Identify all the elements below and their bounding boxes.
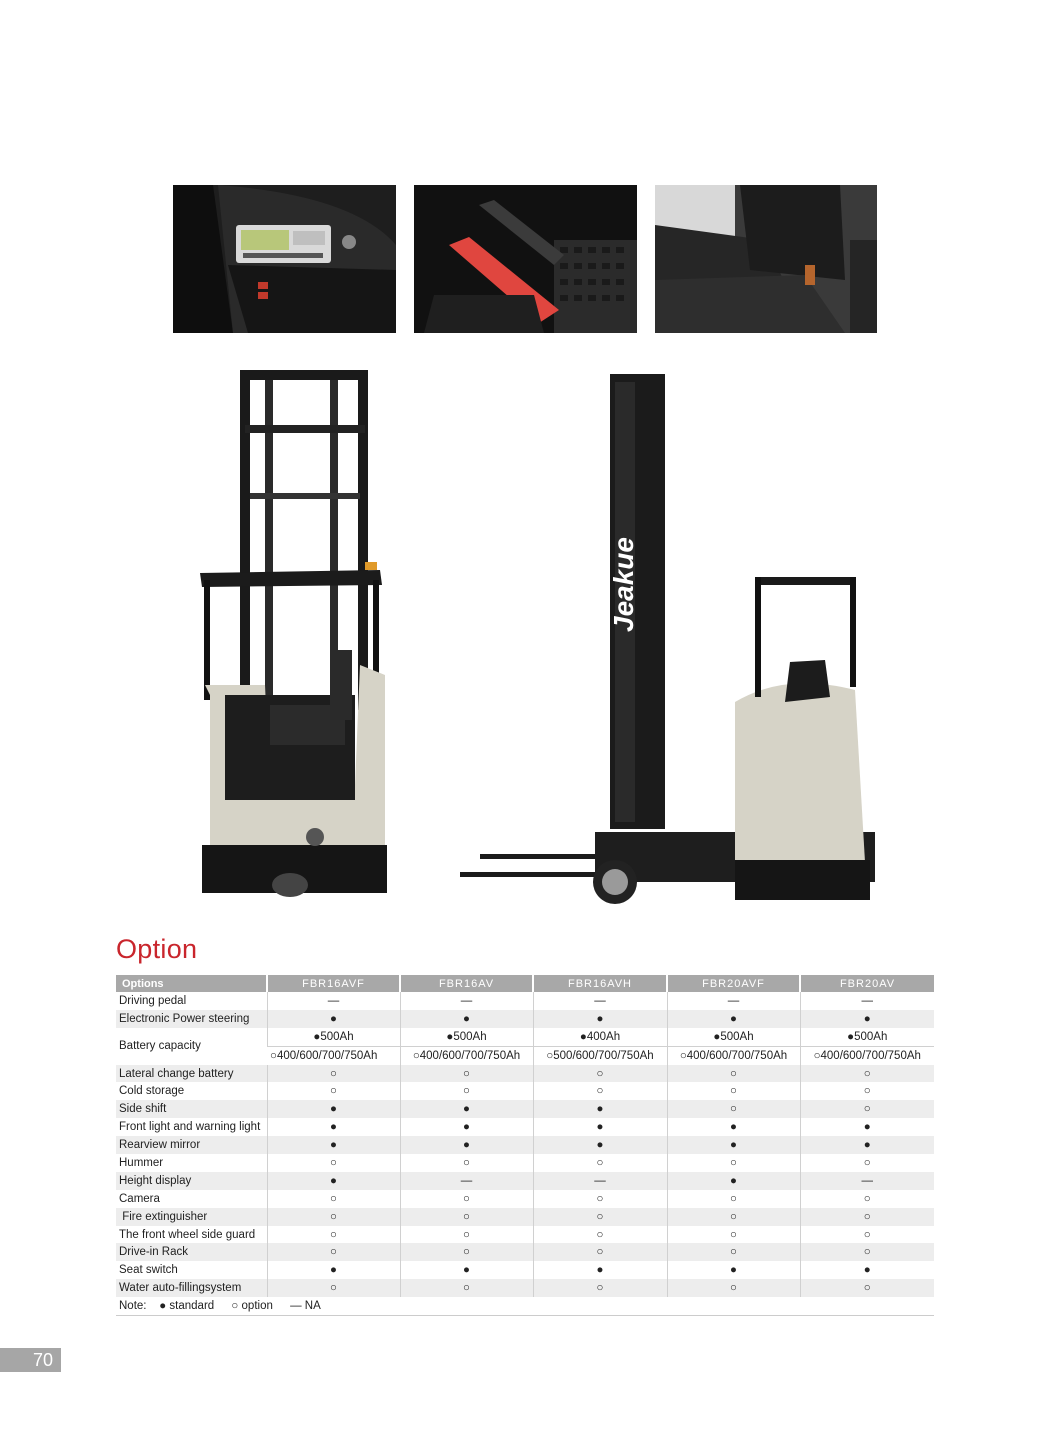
option-value: ○ xyxy=(667,1100,800,1118)
option-value: ○ xyxy=(533,1226,667,1244)
option-value: ○ xyxy=(800,1279,934,1297)
table-row xyxy=(116,1118,934,1136)
reach-truck-front-photo xyxy=(190,365,405,905)
option-value: ● xyxy=(267,1100,400,1118)
option-value: ○ xyxy=(533,1154,667,1172)
option-label: Height display xyxy=(116,1172,267,1190)
page-number xyxy=(0,1348,61,1372)
option-value: ○ xyxy=(800,1243,934,1261)
option-value: ○ xyxy=(400,1226,533,1244)
option-value: ● xyxy=(267,1261,400,1279)
table-row xyxy=(116,1261,934,1279)
table-row xyxy=(116,1136,934,1154)
header-model: FBR16AVF xyxy=(267,975,400,992)
option-value: ○ xyxy=(400,1082,533,1100)
header-options: Options xyxy=(116,975,267,992)
option-value: ○ xyxy=(533,1208,667,1226)
option-value: — xyxy=(533,992,667,1010)
table-row xyxy=(116,1172,934,1190)
table-row xyxy=(116,1279,934,1297)
option-value: ○ xyxy=(800,1082,934,1100)
option-value: ○ xyxy=(267,1226,400,1244)
battery-optional-value: ○400/600/700/750Ah xyxy=(800,1046,934,1064)
table-row xyxy=(116,1190,934,1208)
option-value: ● xyxy=(267,1136,400,1154)
note-label: Note: xyxy=(119,1300,147,1313)
option-value: ● xyxy=(533,1010,667,1028)
option-value: ○ xyxy=(267,1243,400,1261)
option-value: ○ xyxy=(800,1208,934,1226)
option-value: ○ xyxy=(667,1190,800,1208)
note-na: — NA xyxy=(290,1300,321,1313)
pedal-photo xyxy=(414,185,637,333)
option-value: ○ xyxy=(667,1208,800,1226)
option-value: ● xyxy=(400,1136,533,1154)
option-value: ● xyxy=(533,1100,667,1118)
battery-standard-row xyxy=(116,1028,934,1046)
table-row xyxy=(116,1226,934,1244)
battery-standard-value: ●500Ah xyxy=(800,1028,934,1046)
option-value: ○ xyxy=(267,1190,400,1208)
option-value: ○ xyxy=(667,1226,800,1244)
option-value: ○ xyxy=(267,1154,400,1172)
option-value: ○ xyxy=(400,1279,533,1297)
header-model: FBR16AVH xyxy=(533,975,667,992)
table-row xyxy=(116,1065,934,1083)
option-value: ● xyxy=(400,1118,533,1136)
truck-brand-logo: Jeakue xyxy=(608,537,639,632)
option-value: ○ xyxy=(667,1082,800,1100)
option-value: ● xyxy=(400,1261,533,1279)
option-value: ● xyxy=(667,1136,800,1154)
battery-standard-value: ●400Ah xyxy=(533,1028,667,1046)
option-label: Battery capacity xyxy=(119,1040,201,1053)
option-value: ○ xyxy=(800,1100,934,1118)
option-value: ● xyxy=(267,1010,400,1028)
option-value: — xyxy=(800,992,934,1010)
option-label: The front wheel side guard xyxy=(119,1228,256,1241)
table-row xyxy=(116,1243,934,1261)
table-note-row xyxy=(116,1297,934,1315)
option-value: ○ xyxy=(400,1154,533,1172)
option-value: ○ xyxy=(400,1208,533,1226)
option-value: ● xyxy=(667,1010,800,1028)
option-value: ● xyxy=(667,1172,800,1190)
option-value: ● xyxy=(800,1010,934,1028)
option-label: Driving pedal xyxy=(119,994,187,1007)
table-row xyxy=(116,1082,934,1100)
header-model: FBR16AV xyxy=(400,975,533,992)
option-label: Water auto-fillingsystem xyxy=(116,1279,267,1297)
option-value: ● xyxy=(667,1261,800,1279)
option-label: Cold storage xyxy=(119,1085,185,1098)
option-label: Rearview mirror xyxy=(116,1136,267,1154)
option-value: — xyxy=(800,1172,934,1190)
option-value: ○ xyxy=(533,1243,667,1261)
option-value: ○ xyxy=(400,1190,533,1208)
note-option: ○ option xyxy=(231,1300,273,1313)
battery-optional-value: ○400/600/700/750Ah xyxy=(270,1049,378,1062)
option-value: ● xyxy=(533,1118,667,1136)
table-row xyxy=(116,1100,934,1118)
header-model: FBR20AVF xyxy=(667,975,800,992)
note-cell xyxy=(116,1297,934,1315)
battery-optional-value: ○400/600/700/750Ah xyxy=(400,1046,533,1064)
table-row xyxy=(116,1208,934,1226)
option-value: ○ xyxy=(267,1279,400,1297)
option-value: ○ xyxy=(267,1208,400,1226)
option-label: Camera xyxy=(119,1192,160,1205)
option-value: — xyxy=(400,992,533,1010)
page-number-text: 70 xyxy=(32,1349,53,1370)
option-value: ○ xyxy=(533,1065,667,1083)
option-value: ○ xyxy=(267,1082,400,1100)
option-value: ○ xyxy=(800,1190,934,1208)
battery-standard-value: ●500Ah xyxy=(667,1028,800,1046)
seat-photo xyxy=(655,185,877,333)
table-row xyxy=(116,1010,934,1028)
option-value: ○ xyxy=(800,1065,934,1083)
option-label: Seat switch xyxy=(119,1264,178,1277)
option-value: ● xyxy=(267,1118,400,1136)
option-value: ● xyxy=(800,1118,934,1136)
battery-optional-value: ○500/600/700/750Ah xyxy=(533,1046,667,1064)
option-value: ○ xyxy=(400,1065,533,1083)
option-label: Lateral change battery xyxy=(116,1065,267,1083)
option-label: Electronic Power steering xyxy=(116,1010,267,1028)
options-rows xyxy=(116,1065,934,1298)
option-value: ● xyxy=(667,1118,800,1136)
option-value: ○ xyxy=(667,1243,800,1261)
section-title: Option xyxy=(116,934,198,964)
reach-truck-side-photo xyxy=(455,372,880,912)
table-row xyxy=(116,1154,934,1172)
option-value: ● xyxy=(400,1010,533,1028)
options-table xyxy=(116,975,934,1316)
option-value: ○ xyxy=(667,1279,800,1297)
option-value: ○ xyxy=(533,1279,667,1297)
option-value: ● xyxy=(267,1172,400,1190)
option-label: Side shift xyxy=(116,1100,267,1118)
table-header-row xyxy=(116,975,934,992)
option-value: — xyxy=(400,1172,533,1190)
table-row xyxy=(116,992,934,1010)
battery-standard-value: ●500Ah xyxy=(400,1028,533,1046)
option-value: — xyxy=(667,992,800,1010)
option-value: ● xyxy=(533,1136,667,1154)
option-value: ○ xyxy=(533,1190,667,1208)
option-value: — xyxy=(267,992,400,1010)
option-value: ● xyxy=(800,1136,934,1154)
option-value: ○ xyxy=(400,1243,533,1261)
option-value: ○ xyxy=(533,1082,667,1100)
option-value: ○ xyxy=(800,1154,934,1172)
dashboard-photo xyxy=(173,185,396,333)
option-value: ○ xyxy=(800,1226,934,1244)
battery-optional-value: ○400/600/700/750Ah xyxy=(667,1046,800,1064)
note-standard: ● standard xyxy=(159,1300,215,1313)
option-value: ● xyxy=(400,1100,533,1118)
option-label: Front light and warning light xyxy=(119,1121,261,1134)
option-value: — xyxy=(533,1172,667,1190)
header-model: FBR20AV xyxy=(800,975,934,992)
option-value: ○ xyxy=(667,1065,800,1083)
battery-standard-value: ●500Ah xyxy=(267,1028,400,1046)
option-label: Fire extinguisher xyxy=(116,1208,267,1226)
option-value: ○ xyxy=(667,1154,800,1172)
option-value: ● xyxy=(533,1261,667,1279)
option-value: ● xyxy=(800,1261,934,1279)
option-label: Hummer xyxy=(119,1156,164,1169)
option-label: Drive-in Rack xyxy=(116,1243,267,1261)
option-value: ○ xyxy=(267,1065,400,1083)
